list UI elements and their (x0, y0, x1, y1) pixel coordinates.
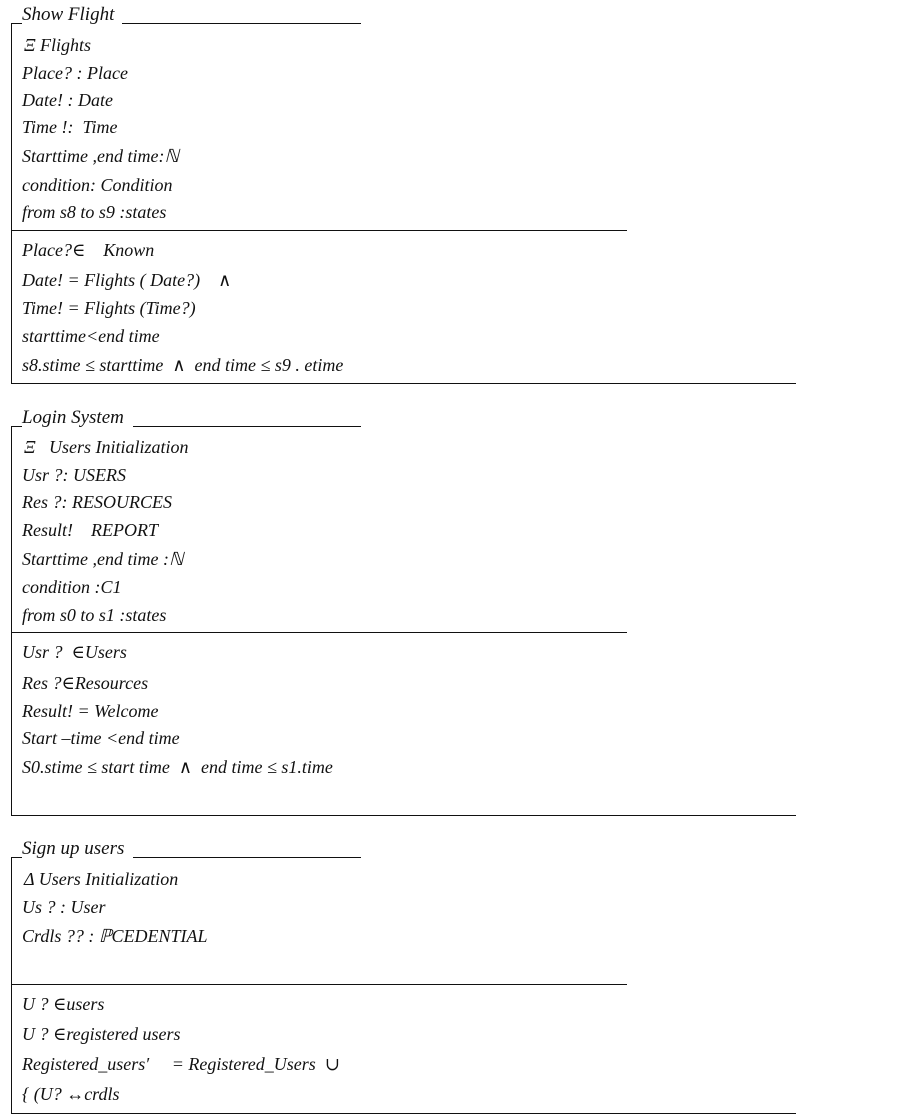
schema-left-border (11, 857, 12, 1114)
schema-title-rule (122, 23, 361, 24)
declaration-line: Result! REPORT (22, 520, 158, 540)
predicate-line: s8.stime ≤ starttime ∧ end time ≤ s9 . etime (22, 355, 344, 375)
schema-divider (11, 632, 627, 633)
predicate-line: starttime<end time (22, 326, 160, 346)
declaration-line: condition: Condition (22, 175, 173, 195)
declaration-line: Starttime ,end time :ℕ (22, 549, 184, 569)
predicate-line: Registered_users′ = Registered_Users ∪ (22, 1054, 340, 1074)
schema-title-rule (133, 426, 361, 427)
declaration-line: Us ? : User (22, 897, 106, 917)
declaration-line: Res ?: RESOURCES (22, 492, 172, 512)
predicate-line: Start –time <end time (22, 728, 180, 748)
schema-title: Show Flight (22, 4, 115, 25)
predicate-line: Res ?∈Resources (22, 673, 149, 693)
schema-left-border (11, 23, 12, 384)
schema-title-rule (133, 857, 361, 858)
predicate-line: { (U? ↔crdls (22, 1084, 120, 1104)
predicate-line: Date! = Flights ( Date?) ∧ (22, 270, 232, 290)
predicate-line: Time! = Flights (Time?) (22, 298, 196, 318)
declaration-line: Δ Users Initialization (24, 869, 179, 889)
declaration-line: Ξ Flights (24, 35, 92, 55)
predicate-line: Place?∈ Known (22, 240, 155, 260)
schema-divider (11, 984, 627, 985)
predicate-line: U ? ∈registered users (22, 1024, 181, 1044)
declaration-line: Ξ Users Initialization (24, 437, 189, 457)
declaration-line: Starttime ,end time:ℕ (22, 146, 179, 166)
schema-title: Sign up users (22, 838, 125, 859)
schema-bottom-border (11, 815, 796, 816)
declaration-line: condition :C1 (22, 577, 122, 597)
predicate-line: U ? ∈users (22, 994, 105, 1014)
declaration-line: Crdls ?? : ℙCEDENTIAL (22, 926, 208, 946)
schema-bottom-border (11, 383, 796, 384)
declaration-line: Usr ?: USERS (22, 465, 126, 485)
schema-divider (11, 230, 627, 231)
predicate-line: Result! = Welcome (22, 701, 159, 721)
predicate-line: Usr ? ∈Users (22, 642, 127, 662)
schema-top-left-stub (11, 23, 22, 24)
schema-title: Login System (22, 407, 124, 428)
declaration-line: Place? : Place (22, 63, 128, 83)
schema-left-border (11, 426, 12, 815)
schema-bottom-border (11, 1113, 796, 1114)
declaration-line: Time !: Time (22, 117, 118, 137)
declaration-line: from s0 to s1 :states (22, 605, 167, 625)
predicate-line: S0.stime ≤ start time ∧ end time ≤ s1.time (22, 757, 333, 777)
schema-top-left-stub (11, 426, 22, 427)
declaration-line: Date! : Date (22, 90, 113, 110)
declaration-line: from s8 to s9 :states (22, 202, 167, 222)
schema-top-left-stub (11, 857, 22, 858)
